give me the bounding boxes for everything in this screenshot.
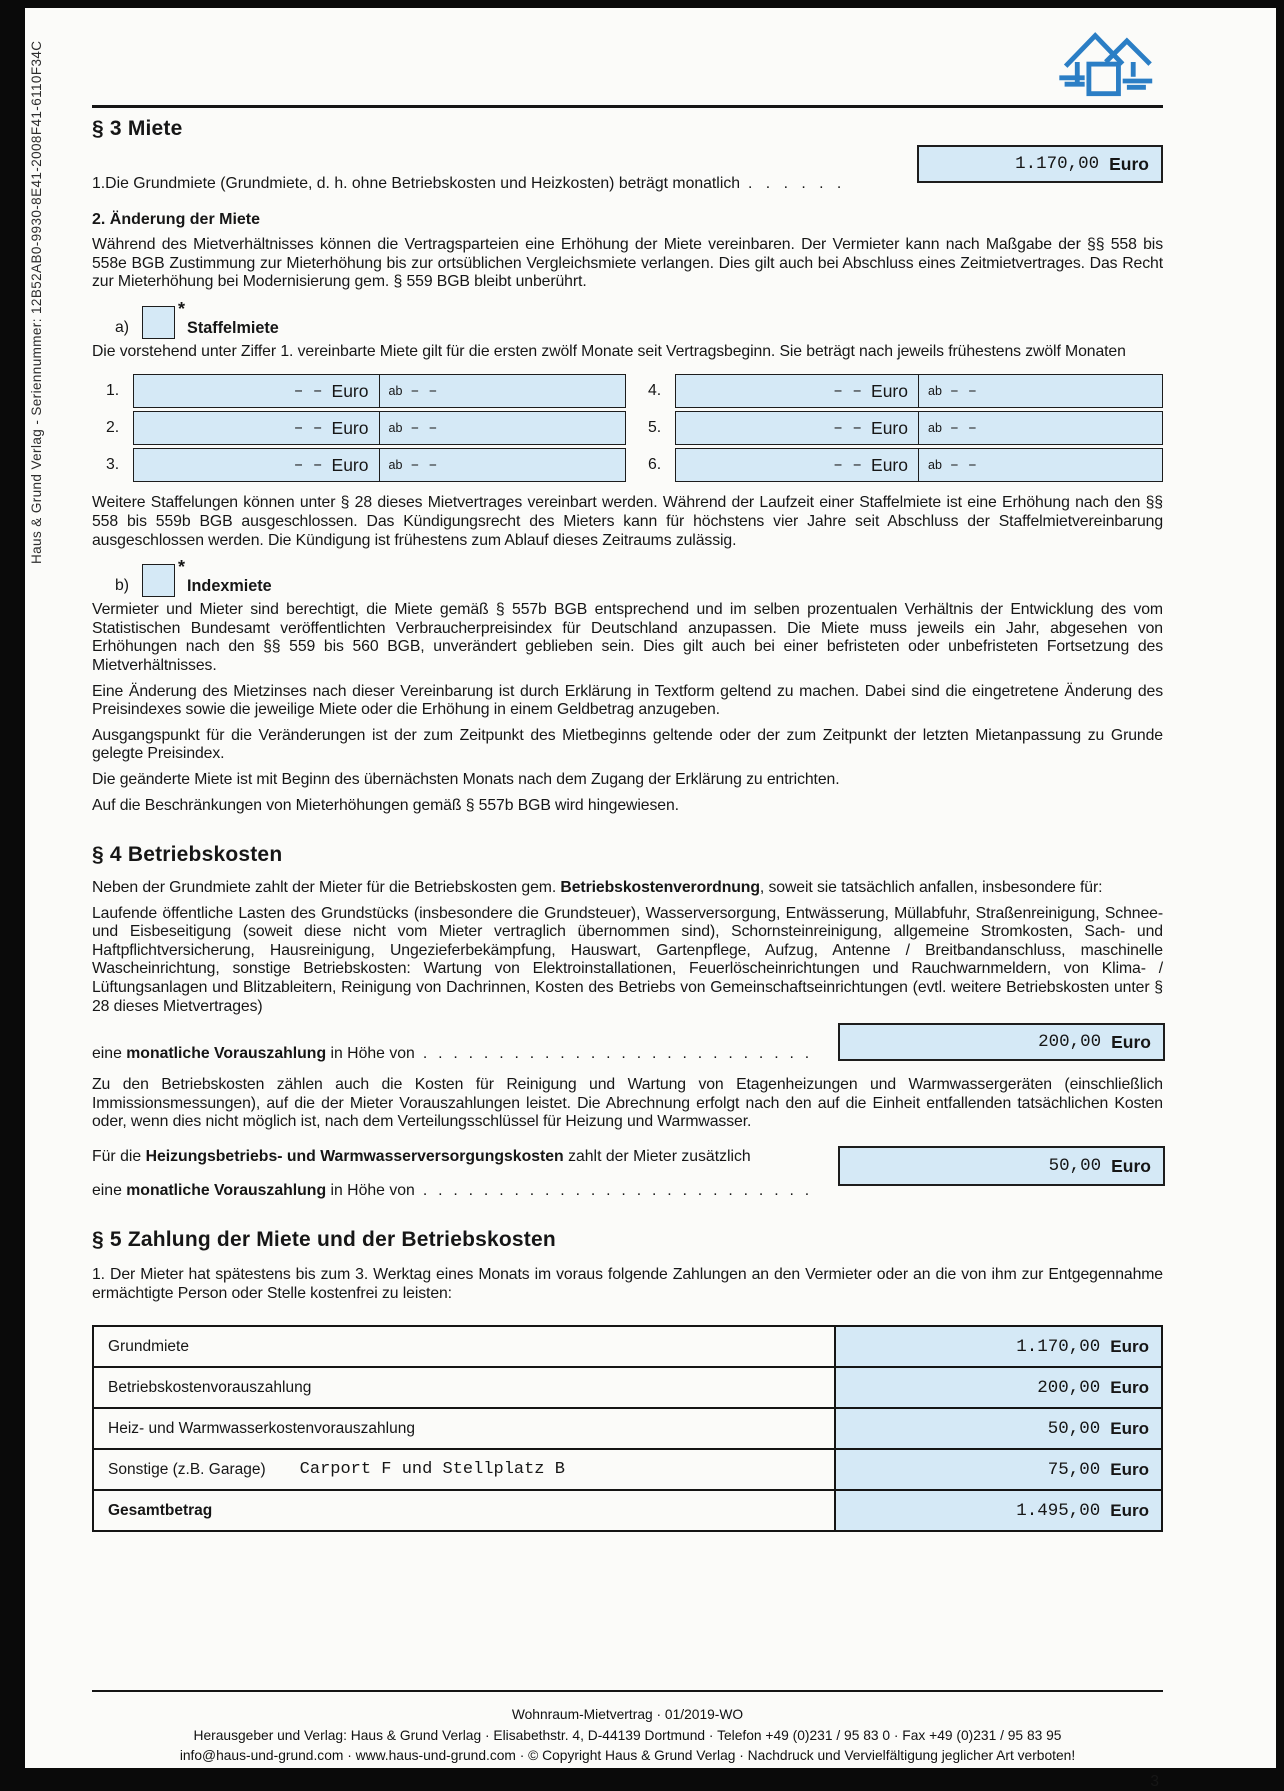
table-row-total [94, 1491, 1161, 1530]
staffel-currency-label: Euro [331, 417, 369, 438]
section-5-heading: § 5 Zahlung der Miete und der Betriebskosten [92, 1228, 556, 1252]
staffel-amount-value: – – [293, 419, 323, 438]
payment-amount-cell[interactable] [834, 1368, 1161, 1407]
staffel-currency-label: Euro [871, 454, 908, 475]
staffelmiete-checkbox[interactable] [142, 298, 186, 339]
indexmiete-paragraph-5: Auf die Beschränkungen von Mieterhöhungen gemäß § 557b BGB wird hingewiesen. [92, 796, 679, 814]
zahlung-intro-paragraph: 1. Der Mieter hat spätestens bis zum 3. Werktag eines Monats im voraus folgende Zahlungen an den Vermieter oder an die von ihm zur Entgegennahme ermächtigte Person oder Stelle kostenfrei zu leisten: [92, 1266, 1163, 1302]
heizkosten-amount-field[interactable] [838, 1146, 1165, 1186]
betriebskosten-amount-value: 200,00 [1038, 1032, 1102, 1053]
staffel-rent-field[interactable] [133, 374, 626, 408]
betriebskosten-amount-field[interactable] [838, 1023, 1165, 1061]
option-a-letter: a) [115, 318, 130, 336]
staffel-ab-label: ab [928, 421, 942, 436]
heizkosten-advance-block [92, 1146, 1163, 1204]
payment-amount-value: 50,00 [1047, 1418, 1101, 1439]
indexmiete-option [92, 557, 1163, 597]
payment-row-note: Carport F und Stellplatz B [299, 1460, 565, 1480]
staffel-row-number: 3. [106, 456, 120, 474]
grundmiete-line-text: 1.Die Grundmiete (Grundmiete, d. h. ohne Betriebskosten und Heizkosten) beträgt monatlich . . . . . . [92, 175, 842, 192]
staffel-amount-value: – – [833, 419, 863, 438]
staffel-amount-value: – – [833, 382, 863, 401]
asterisk-marker: * [178, 557, 186, 578]
staffel-ab-value: – – [949, 382, 977, 400]
staffel-currency-label: Euro [871, 380, 908, 401]
payment-row-label: Sonstige (z.B. Garage) [108, 1460, 266, 1478]
payment-total-value: 1.495,00 [1016, 1500, 1101, 1521]
staffel-row [92, 448, 626, 482]
table-row [94, 1450, 1161, 1491]
payment-currency-label: Euro [1110, 1500, 1149, 1520]
payment-amount-cell[interactable] [834, 1327, 1161, 1366]
staffel-ab-value: – – [410, 382, 438, 400]
heizkosten-currency-label: Euro [1111, 1155, 1151, 1176]
staffelmiete-option [92, 298, 1163, 339]
grundmiete-amount-field[interactable] [917, 145, 1163, 183]
staffel-ab-value: – – [410, 456, 438, 474]
dot-leader: . . . . . . . . . . . . . . . . . . . . . . . . . . [422, 1045, 810, 1063]
payment-currency-label: Euro [1110, 1377, 1149, 1397]
staffel-rent-field[interactable] [133, 448, 626, 482]
payment-amount-value: 200,00 [1037, 1377, 1101, 1398]
top-rule [92, 105, 1163, 108]
footer-title-line: Wohnraum-Mietvertrag · 01/2019-WO [511, 1707, 744, 1723]
payment-row-label: Grundmiete [108, 1337, 189, 1355]
staffel-row-number: 5. [648, 419, 662, 437]
payment-amount-value: 1.170,00 [1016, 1336, 1101, 1357]
staffel-row-number: 4. [648, 382, 662, 400]
staffel-ab-label: ab [928, 384, 942, 399]
payment-amount-cell[interactable] [834, 1450, 1161, 1489]
page-footer [92, 1690, 1163, 1791]
staffel-ab-label: ab [388, 421, 403, 436]
staffel-ab-value: – – [410, 419, 438, 437]
heizkosten-line-text: Für die Heizungsbetriebs- und Warmwasserversorgungskosten zahlt der Mieter zusätzlich [92, 1148, 751, 1166]
document-content [92, 8, 1163, 1791]
aenderung-der-miete-paragraph: Während des Mietverhältnisses können die Vertragsparteien eine Erhöhung der Miete vereinbaren. Der Vermieter kann nach Maßgabe der §§ 558 bis 558e BGB Zustimmung zur Mieterhöhung bis zur ortsüblichen Vergleichsmiete verlangen. Dies gilt auch bei Abschluss eines Zeitmietvertrages. Das Recht zur Mieterhöhung bei Modernisierung gem. § 559 BGB bleibt unberührt. [92, 236, 1163, 291]
indexmiete-paragraph-4: Die geänderte Miete ist mit Beginn des übernächsten Monats nach dem Zugang der Erklärung zu entrichten. [92, 770, 840, 788]
staffel-amount-value: – – [293, 382, 323, 401]
staffel-ab-value: – – [949, 419, 977, 437]
page-number: 3 [1150, 1772, 1159, 1790]
footer-copyright-line: info@haus-und-grund.com · www.haus-und-grund.com · © Copyright Haus & Grund Verlag · Nachdruck und Vervielfältigung jeglicher Art verboten! [179, 1748, 1076, 1764]
staffel-currency-label: Euro [331, 454, 369, 475]
indexmiete-paragraph-1: Vermieter und Mieter sind berechtigt, die Miete gemäß § 557b BGB entsprechend und im selben prozentualen Verhältnis der Entwicklung des vom Statistischen Bundesamt veröffentlichten Verbraucherpreisindex für Deutschland anzupassen. Die Miete muss jeweils ein Jahr, abgesehen von Erhöhungen nach den §§ 559 bis 560 BGB, unverändert geblieben sein. Dies gilt auch bei einer befristeten oder unbefristeten Fortsetzung des Mietverhältnisses. [92, 601, 1163, 674]
staffelmiete-rules-paragraph: Weitere Staffelungen können unter § 28 dieses Mietvertrages vereinbart werden. Während der Laufzeit einer Staffelmiete ist eine Erhöhung nach den §§ 558 bis 559b BGB ausgeschlossen. Das Kündigungsrecht des Mieters kann für höchstens vier Jahre seit Abschluss der Staffelmietvereinbarung ausgeschlossen werden. Die Kündigung ist frühestens zum Ablauf dieses Zeitraums zulässig. [92, 494, 1163, 549]
staffel-row-number: 1. [106, 382, 120, 400]
payment-currency-label: Euro [1110, 1459, 1149, 1479]
staffel-row [92, 374, 626, 408]
heizkosten-amount-value: 50,00 [1048, 1156, 1102, 1177]
staffel-row-number: 6. [648, 456, 662, 474]
staffel-currency-label: Euro [871, 417, 908, 438]
staffel-row-number: 2. [106, 419, 120, 437]
betriebskosten-heizung-paragraph: Zu den Betriebskosten zählen auch die Kosten für Reinigung und Wartung von Etagenheizungen und Warmwassergeräten (einschließlich Immissionsmessungen), auf die der Mieter Vorauszahlungen leistet. Die Abrechnung erfolgt nach den auf die Einheit entfallenden tatsächlichen Kosten oder, wenn dies nicht möglich ist, nach dem Verteilungsschlüssel für Heizung und Warmwasser. [92, 1076, 1163, 1131]
payment-row-label: Heiz- und Warmwasserkostenvorauszahlung [108, 1419, 415, 1437]
payment-total-label: Gesamtbetrag [108, 1501, 213, 1519]
serial-number-text: Haus & Grund Verlag - Seriennummer: 12B52AB0-9930-8E41-2008F41-6110F34C [29, 40, 44, 564]
asterisk-marker: * [178, 298, 186, 319]
staffel-amount-value: – – [833, 456, 863, 475]
section-4-heading: § 4 Betriebskosten [92, 843, 283, 867]
staffel-row [626, 411, 1163, 445]
advance-2-text: eine monatliche Vorauszahlung in Höhe von . . . . . . . . . . . . . . . . . . . . . . . . . . [92, 1182, 810, 1200]
payment-amount-value: 75,00 [1047, 1459, 1101, 1480]
footer-rule [92, 1690, 1163, 1692]
payment-total-cell[interactable] [834, 1491, 1161, 1530]
payment-amount-cell[interactable] [834, 1409, 1161, 1448]
indexmiete-paragraph-3: Ausgangspunkt für die Veränderungen ist der zum Zeitpunkt des Mietbeginns geltende oder der zum Zeitpunkt der letzten Mietanpassung zu Grunde gelegte Preisindex. [92, 726, 1163, 763]
payment-row-label: Betriebskostenvorauszahlung [108, 1378, 312, 1396]
staffel-ab-value: – – [949, 456, 977, 474]
indexmiete-label: Indexmiete [187, 577, 272, 596]
table-row [94, 1409, 1161, 1450]
payment-currency-label: Euro [1110, 1418, 1149, 1438]
dot-leader: . . . . . . . . . . . . . . . . . . . . . . . . . . [422, 1182, 810, 1200]
table-row [94, 1327, 1161, 1368]
grundmiete-currency-label: Euro [1109, 153, 1149, 174]
staffel-ab-label: ab [388, 458, 403, 473]
staffel-row [626, 374, 1163, 408]
aenderung-der-miete-heading: 2. Änderung der Miete [92, 211, 261, 228]
indexmiete-paragraph-2: Eine Änderung des Mietzinses nach dieser Vereinbarung ist durch Erklärung in Textform geltend zu machen. Dabei sind die eingetretene Änderung des Preisindexes sowie die jeweilige Miete oder die Erhöhung in einem Geldbetrag anzugeben. [92, 682, 1163, 719]
table-row [94, 1368, 1161, 1409]
betriebskostenverordnung-bold: Betriebskostenverordnung [560, 879, 760, 897]
staffel-currency-label: Euro [331, 380, 369, 401]
option-b-letter: b) [115, 577, 130, 595]
payment-currency-label: Euro [1110, 1336, 1149, 1356]
betriebskosten-list-paragraph: Laufende öffentliche Lasten des Grundstücks (insbesondere die Grundsteuer), Wasserversorgung, Entwässerung, Müllabfuhr, Straßenreinigung, Schnee- und Eisbeseitigung (soweit diese nicht vom Mieter vertraglich übernommen sind), Schornsteinreinigung, allgemeine Stromkosten, Sach- und Haftpflichtversicherung, Hausreinigung, Ungezieferbekämpfung, Hauswart, Gartenpflege, Aufzug, Antenne / Breitbandanschluss, maschinelle Wascheinrichtung, sonstige Betriebskosten: Wartung von Elektroinstallationen, Feuerlöscheinrichtungen und Rauchwarnmeldern, von Klima- / Lüftungsanlagen und Blitzableitern, Reinigung von Dachrinnen, Kosten des Betriebs von Gemeinschaftseinrichtungen (evtl. weitere Betriebskosten unter § 28 dieses Mietvertrages) [92, 904, 1163, 1015]
payment-table [92, 1325, 1163, 1532]
grundmiete-line [92, 145, 1163, 199]
staffelmiete-intro-paragraph: Die vorstehend unter Ziffer 1. vereinbarte Miete gilt für die ersten zwölf Monate seit Vertragsbeginn. Sie beträgt nach jeweils frühestens zwölf Monaten [92, 342, 1126, 360]
staffelmiete-table [92, 374, 1163, 485]
dot-leader: . . . . . . [748, 175, 842, 192]
betriebskosten-currency-label: Euro [1111, 1031, 1151, 1052]
staffel-ab-label: ab [388, 384, 403, 399]
grundmiete-amount-value: 1.170,00 [1015, 154, 1100, 174]
staffel-ab-label: ab [928, 458, 942, 473]
advance-1-text: eine monatliche Vorauszahlung in Höhe von . . . . . . . . . . . . . . . . . . . . . . . . . . [92, 1045, 810, 1063]
betriebskosten-advance-line [92, 1023, 1163, 1069]
staffelmiete-table-left [92, 374, 626, 485]
staffelmiete-table-right [626, 374, 1163, 485]
staffelmiete-label: Staffelmiete [187, 318, 279, 337]
staffel-rent-field[interactable] [675, 448, 1163, 482]
footer-publisher-line: Herausgeber und Verlag: Haus & Grund Verlag · Elisabethstr. 4, D-44139 Dortmund · Telefon +49 (0)231 / 95 83 0 · Fax +49 (0)231 / 95 83 95 [193, 1727, 1062, 1743]
section-3-heading: § 3 Miete [92, 117, 183, 140]
staffel-rent-field[interactable] [675, 411, 1163, 445]
staffel-rent-field[interactable] [133, 411, 626, 445]
staffel-row [626, 448, 1163, 482]
staffel-row [92, 411, 626, 445]
betriebskosten-intro-paragraph: Neben der Grundmiete zahlt der Mieter für die Betriebskosten gem. Betriebskostenverordnung, soweit sie tatsächlich anfallen, insbesondere für: [92, 879, 1103, 897]
document-page [25, 8, 1276, 1790]
staffel-amount-value: – – [293, 456, 323, 475]
staffel-rent-field[interactable] [675, 374, 1163, 408]
indexmiete-checkbox[interactable] [142, 557, 186, 597]
